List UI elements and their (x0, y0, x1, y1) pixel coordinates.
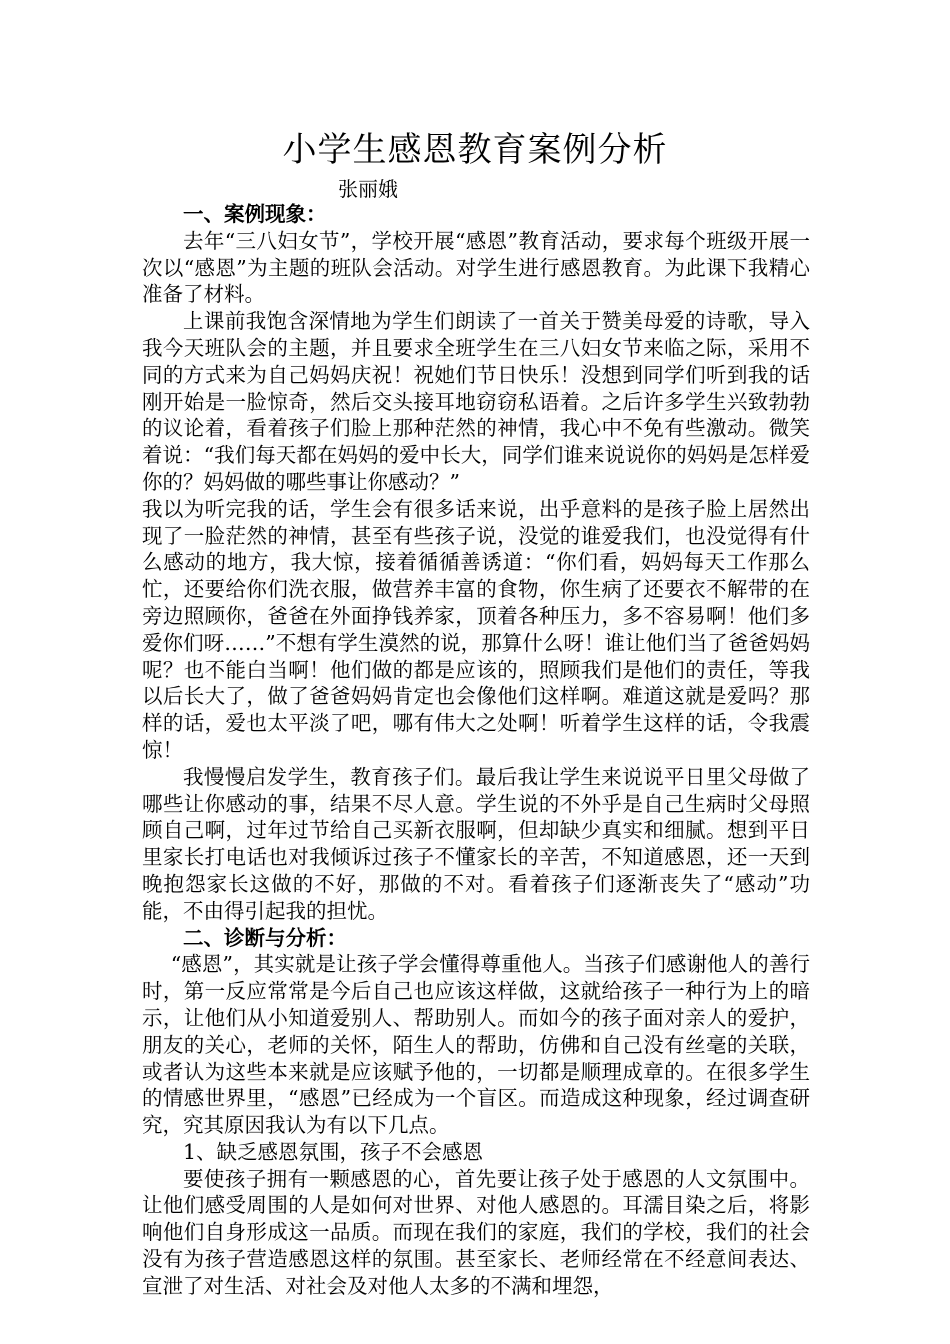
author-name: 张丽娥 (338, 177, 398, 201)
section-heading-1: 一、案例现象： (183, 202, 327, 226)
paragraph-4: 我慢慢启发学生，教育孩子们。最后我让学生来说说平日里父母做了哪些让你感动的事，结果不尽人意。学生说的不外乎是自己生病时父母照顾自己啊，过年过节给自己买新衣服啊，但却缺少真实和细腻。想到平日里家长打电话也对我倾诉过孩子不懂家长的辛苦，不知道感恩，还一天到晚抱怨家长这做的不好，那做的不对。看着孩子们逐渐丧失了“感动”功能，不由得引起我的担忧。 (142, 764, 810, 923)
paragraph-1: 去年“三八妇女节”，学校开展“感恩”教育活动，要求每个班级开展一次以“感恩”为主题的班队会活动。对学生进行感恩教育。为此课下我精心准备了材料。 (142, 228, 810, 307)
paragraph-2: 上课前我饱含深情地为学生们朗读了一首关于赞美母爱的诗歌，导入我今天班队会的主题，并且要求全班学生在三八妇女节来临之际，采用不同的方式来为自己妈妈庆祝！祝她们节日快乐！没想到同学们听到我的话刚开始是一脸惊奇，然后交头接耳地窃窃私语着。之后许多学生兴致勃勃的议论着，看着孩子们脸上那种茫然的神情，我心中不免有些激动。微笑着说：“我们每天都在妈妈的爱中长大，同学们谁来说说你的妈妈是怎样爱你的？妈妈做的哪些事让你感动？” (142, 309, 810, 494)
section-heading-2: 二、诊断与分析： (183, 925, 347, 950)
paragraph-6: 要使孩子拥有一颗感恩的心，首先要让孩子处于感恩的人文氛围中。让他们感受周围的人是如何对世界、对他人感恩的。耳濡目染之后，将影响他们自身形成这一品质。而现在我们的家庭，我们的学校，我们的社会没有为孩子营造感恩这样的氛围。甚至家长、老师经常在不经意间表达、宣泄了对生活、对社会及对他人太多的不满和埋怨， (142, 1166, 810, 1298)
document-title: 小学生感恩教育案例分析 (282, 130, 668, 170)
paragraph-5: “感恩”，其实就是让孩子学会懂得尊重他人。当孩子们感谢他人的善行时，第一反应常常是今后自己也应该这样做，这就给孩子一种行为上的暗示，让他们从小知道爱别人、帮助别人。而如今的孩子面对亲人的爱护，朋友的关心，老师的关怀，陌生人的帮助，仿佛和自己没有丝毫的关联，或者认为这些本来就是应该赋予他的，一切都是顺理成章的。在很多学生的情感世界里，“感恩”已经成为一个盲区。而造成这种现象，经过调查研究，究其原因我认为有以下几点。 (142, 952, 810, 1138)
subheading-1: 1、缺乏感恩氛围，孩子不会感恩 (183, 1139, 484, 1164)
paragraph-3: 我以为听完我的话，学生会有很多话来说，出乎意料的是孩子脸上居然出现了一脸茫然的神情，甚至有些孩子说，没觉的谁爱我们，也没觉得有什么感动的地方，我大惊，接着循循善诱道：“你们看，妈妈每天工作那么忙，还要给你们洗衣服，做营养丰富的食物，你生病了还要衣不解带的在旁边照顾你，爸爸在外面挣钱养家，顶着各种压力，多不容易啊！他们多爱你们呀……”不想有学生漠然的说，那算什么呀！谁让他们当了爸爸妈妈呢？也不能白当啊！他们做的都是应该的，照顾我们是他们的责任，等我以后长大了，做了爸爸妈妈肯定也会像他们这样啊。难道这就是爱吗？那样的话，爱也太平淡了吧，哪有伟大之处啊！听着学生这样的话，令我震惊！ (142, 496, 810, 762)
document-body (142, 201, 810, 1300)
